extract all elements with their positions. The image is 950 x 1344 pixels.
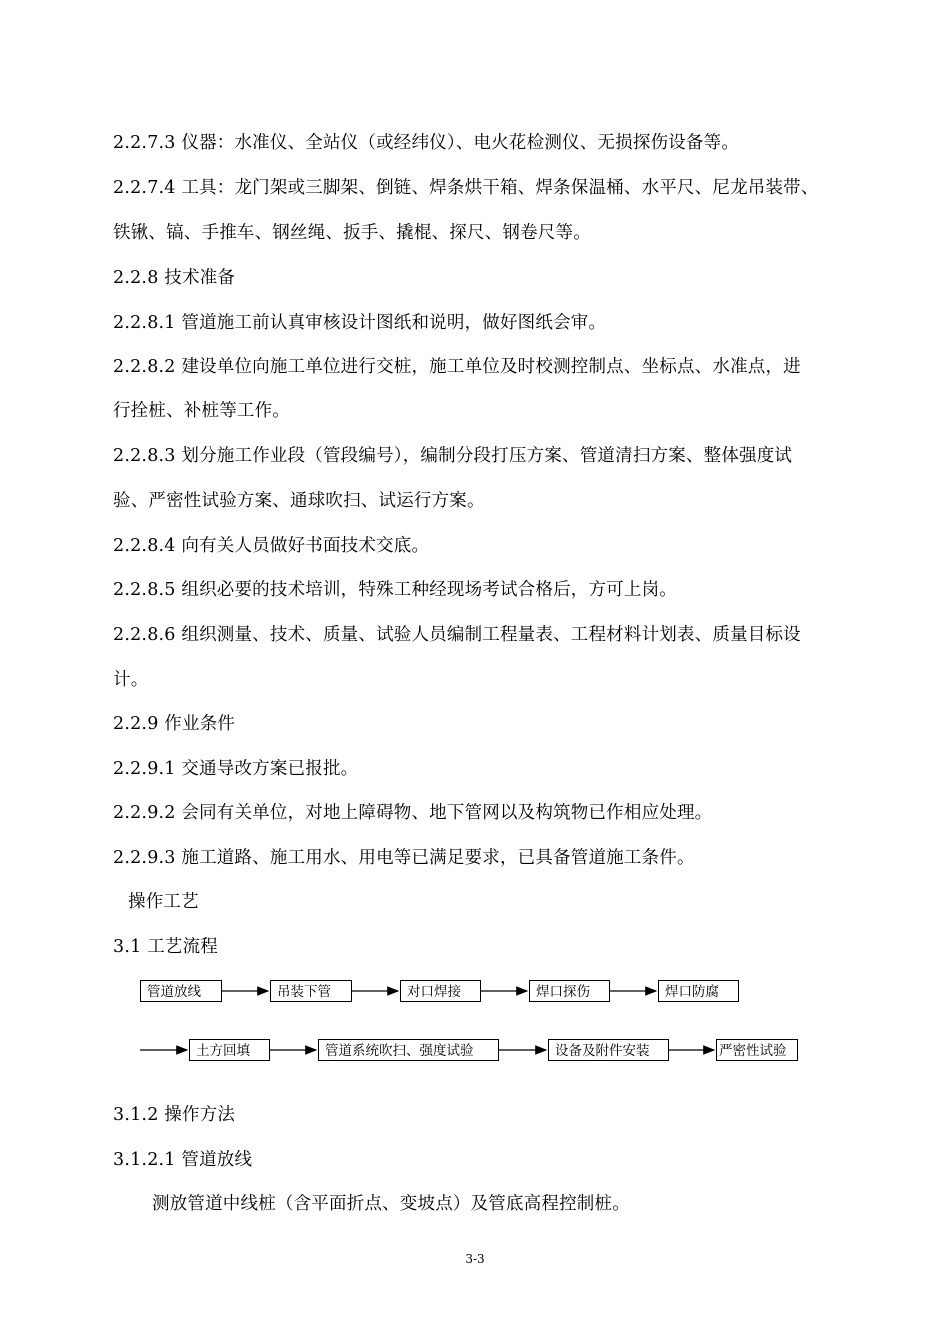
text-line: 2.2.8.4 向有关人员做好书面技术交底。: [113, 536, 430, 556]
text-line: 2.2.8.2 建设单位向施工单位进行交桩，施工单位及时校测控制点、坐标点、水准点，进: [113, 357, 801, 377]
flow-step-pipe-layout: 管道放线: [140, 980, 222, 1002]
text-line: 2.2.9.1 交通导改方案已报批。: [113, 759, 359, 779]
text-line: 2.2.8.5 组织必要的技术培训，特殊工种经现场考试合格后，方可上岗。: [113, 580, 677, 600]
flow-step-purge-strength-test: 管道系统吹扫、强度试验: [318, 1039, 499, 1061]
text-line: 2.2.8.3 划分施工作业段（管段编号），编制分段打压方案、管道清扫方案、整体强度试: [113, 446, 793, 466]
flow-step-weld-inspection: 焊口探伤: [529, 980, 610, 1002]
flow-step-hoist-pipe: 吊装下管: [270, 980, 352, 1002]
section-heading: 2.2.8 技术准备: [113, 268, 236, 288]
text-line: 2.2.9.3 施工道路、施工用水、用电等已满足要求，已具备管道施工条件。: [113, 848, 695, 868]
page-number: 3-3: [465, 1252, 485, 1266]
text-line: 2.2.7.4 工具：龙门架或三脚架、倒链、焊条烘干箱、焊条保温桶、水平尺、尼龙吊装带、: [113, 178, 819, 198]
text-line: 行拴桩、补桩等工作。: [113, 401, 290, 421]
section-heading: 3.1 工艺流程: [113, 937, 218, 957]
flow-step-weld-anticorrosion: 焊口防腐: [658, 980, 739, 1002]
text-line: 2.2.9.2 会同有关单位，对地上障碍物、地下管网以及构筑物已作相应处理。: [113, 803, 713, 823]
flow-step-backfill: 土方回填: [189, 1039, 270, 1061]
text-line: 2.2.8.6 组织测量、技术、质量、试验人员编制工程量表、工程材料计划表、质量目标设: [113, 625, 801, 645]
flow-step-butt-weld: 对口焊接: [400, 980, 481, 1002]
text-line: 2.2.7.3 仪器：水准仪、全站仪（或经纬仪）、电火花检测仪、无损探伤设备等。: [113, 133, 740, 153]
text-line: 测放管道中线桩（含平面折点、变坡点）及管底高程控制桩。: [152, 1194, 630, 1214]
text-line: 验、严密性试验方案、通球吹扫、试运行方案。: [113, 491, 485, 511]
text-line: 2.2.8.1 管道施工前认真审核设计图纸和说明，做好图纸会审。: [113, 313, 607, 333]
section-heading: 3.1.2 操作方法: [113, 1105, 236, 1125]
flow-step-equipment-install: 设备及附件安装: [548, 1039, 669, 1061]
text-line: 计。: [113, 670, 149, 690]
section-heading: 2.2.9 作业条件: [113, 714, 236, 734]
flow-step-tightness-test: 严密性试验: [716, 1039, 798, 1061]
subsection-heading: 3.1.2.1 管道放线: [113, 1150, 253, 1170]
text-line: 铁锹、镐、手推车、钢丝绳、扳手、撬棍、探尺、钢卷尺等。: [113, 223, 591, 243]
chapter-heading: 操作工艺: [128, 892, 199, 912]
